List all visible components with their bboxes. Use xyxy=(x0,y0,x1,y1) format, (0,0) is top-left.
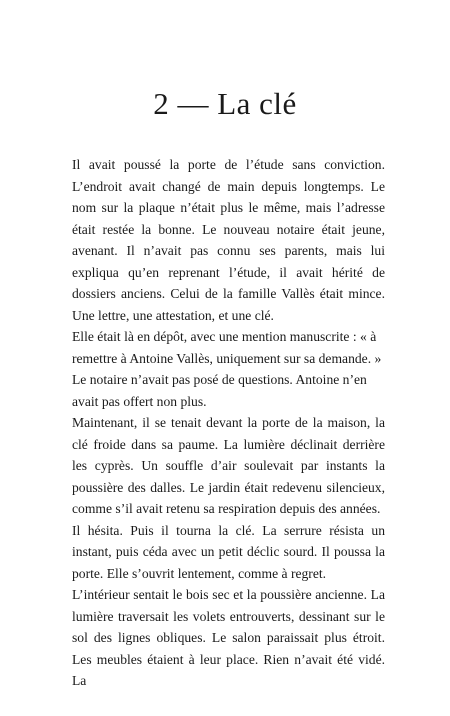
paragraph: L’intérieur sentait le bois sec et la poussière ancienne. La lumière traversait les volets entrouverts, dessinant sur le sol des lignes obliques. Le salon paraissait plus étroit. Les meubles étaient à leur place. Rien n’avait été vidé. La xyxy=(72,587,385,688)
paragraph: Il avait poussé la porte de l’étude sans conviction. L’endroit avait changé de main depuis longtemps. Le nom sur la plaque n’était plus le même, mais l’adresse était restée la bonne. Le nouveau notaire était jeune, avenant. Il n’avait pas connu ses parents, mais lui expliqua qu’en reprenant l’étude, il avait hérité de dossiers anciens. Celui de la famille Vallès était mince. Une lettre, une attestation, et une clé. xyxy=(72,157,385,323)
paragraph: Maintenant, il se tenait devant la porte de la maison, la clé froide dans sa paume. La lumière déclinait derrière les cyprès. Un souffle d’air soulevait par instants la poussière des dalles. Le jardin était redevenu silencieux, comme s’il avait retenu sa respiration depuis des années. xyxy=(72,415,385,516)
paragraph: Le notaire n’avait pas posé de questions. Antoine n’en avait pas offert non plus. xyxy=(72,372,367,409)
chapter-body xyxy=(72,154,385,692)
paragraph: Il hésita. Puis il tourna la clé. La serrure résista un instant, puis céda avec un petit déclic sourd. Il poussa la porte. Elle s’ouvrit lentement, comme à regret. xyxy=(72,522,385,581)
chapter-title: 2 — La clé xyxy=(153,86,297,121)
paragraph: Elle était là en dépôt, avec une mention manuscrite : « à remettre à Antoine Vallès, uniquement sur sa demande. » xyxy=(72,329,382,366)
